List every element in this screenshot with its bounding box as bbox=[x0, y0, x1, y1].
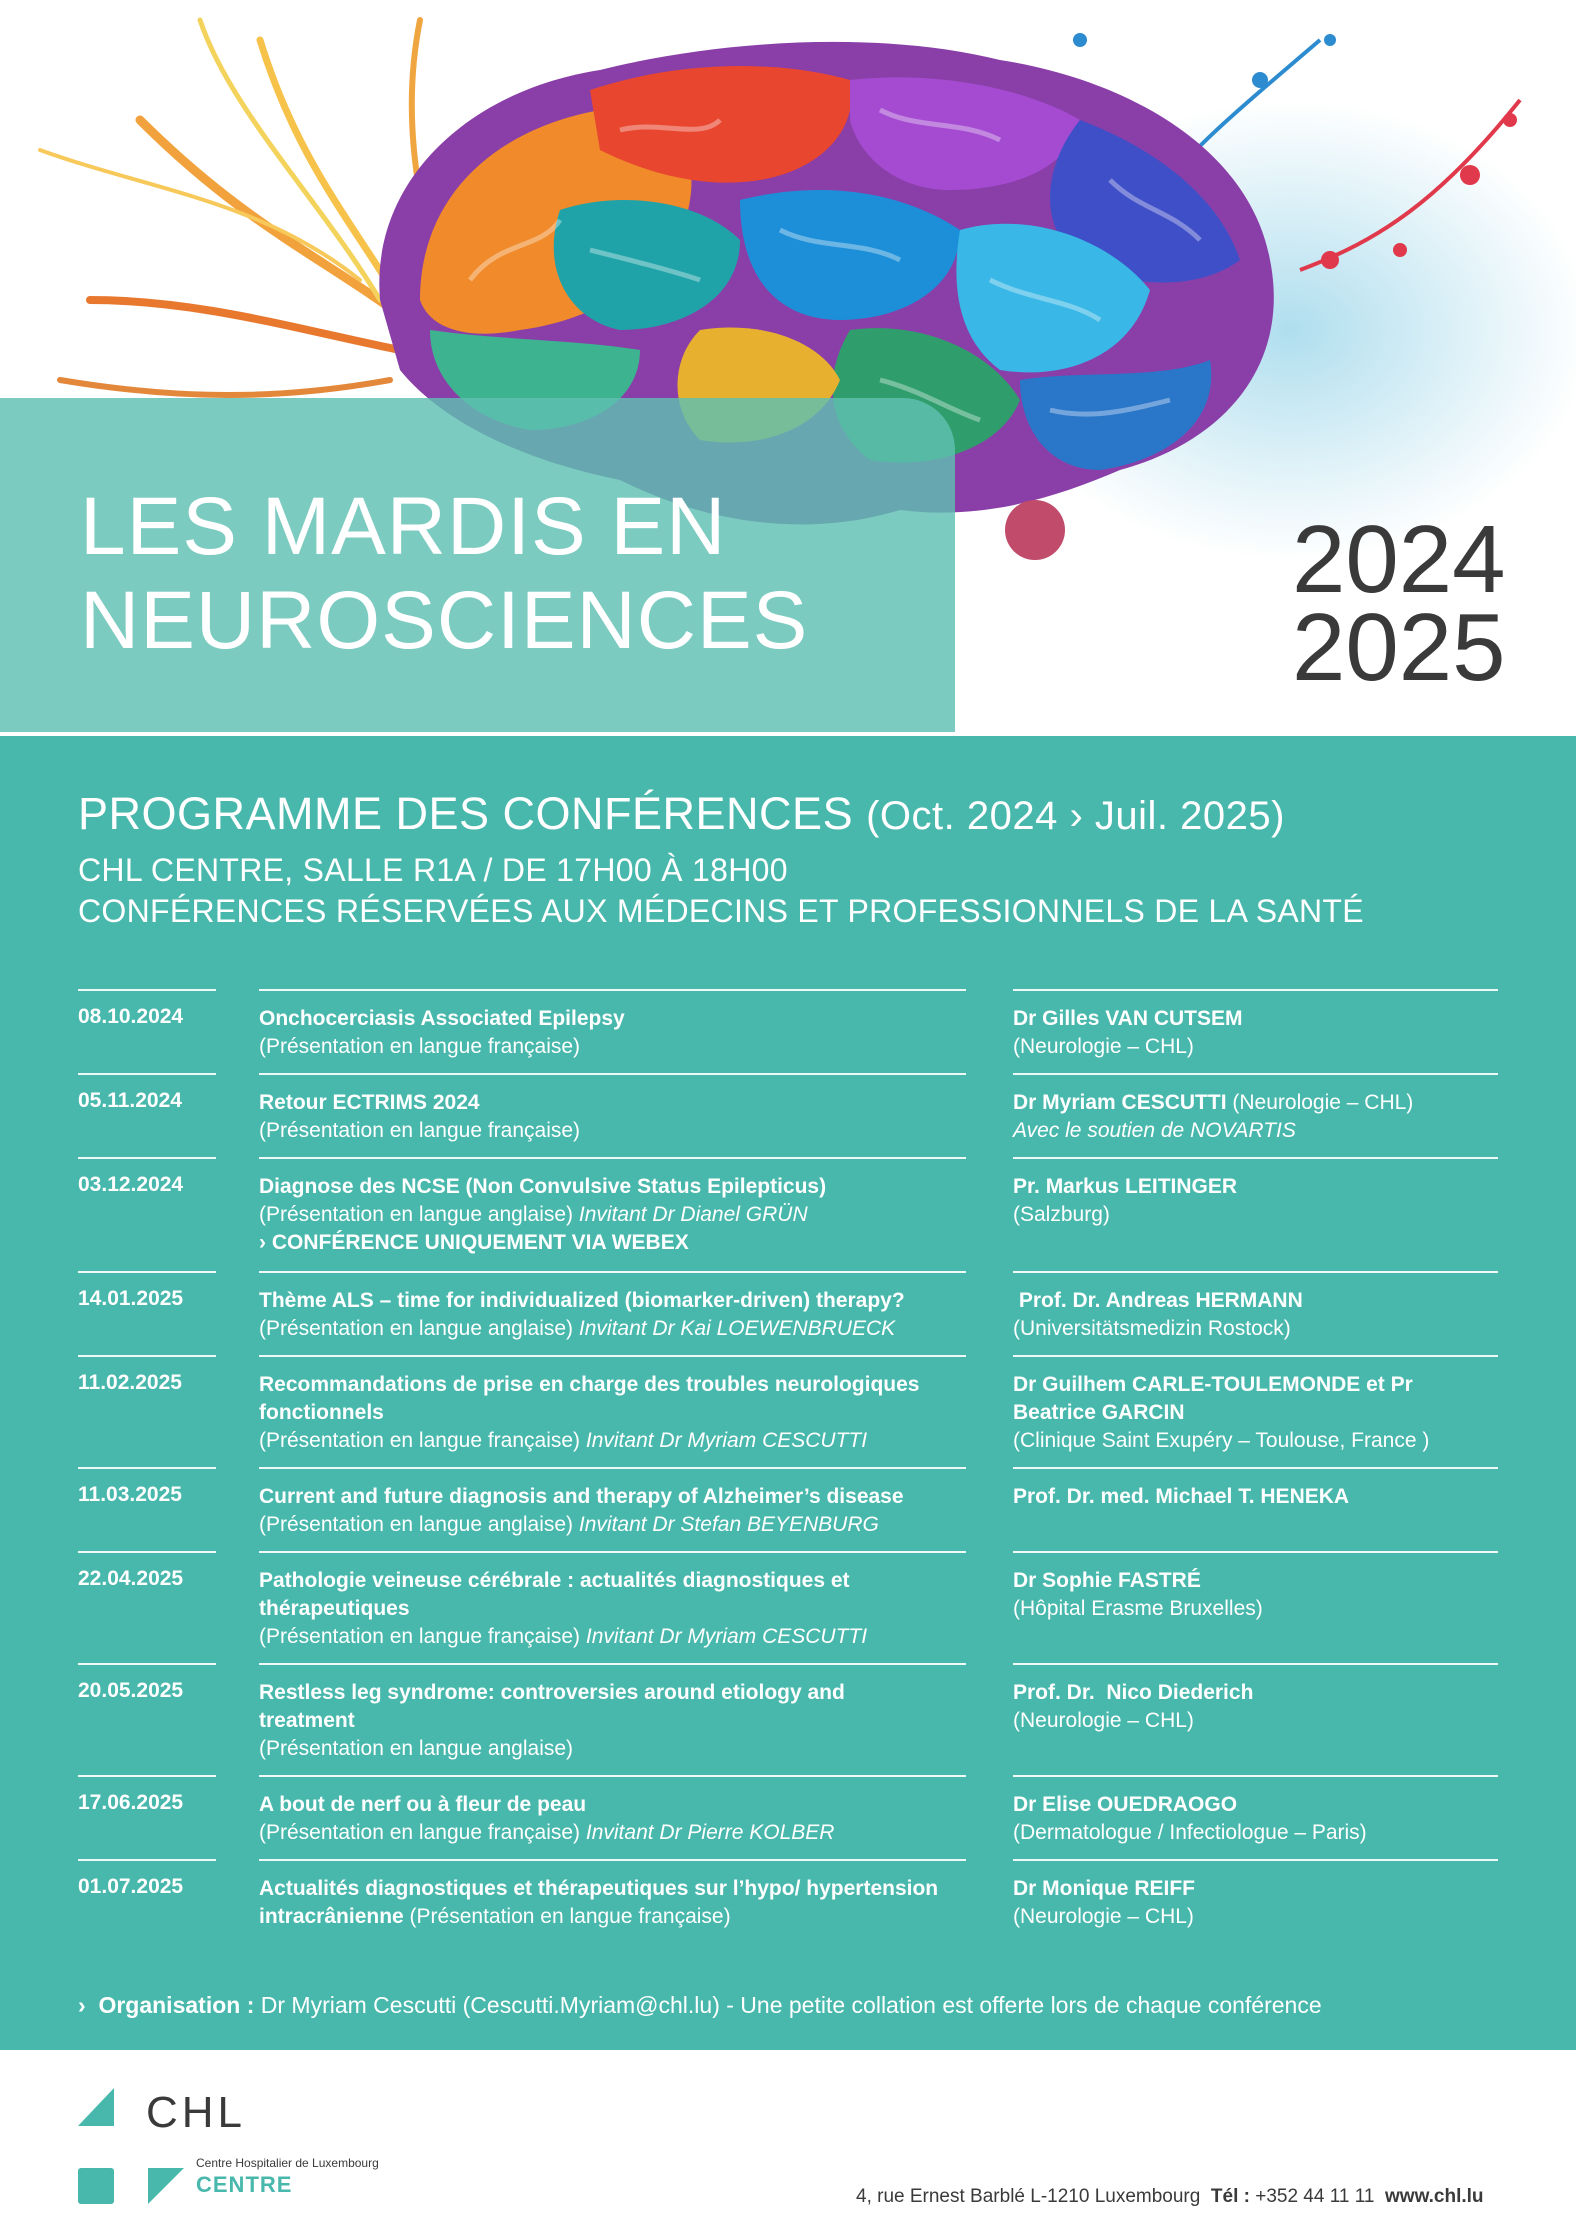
talk-title: Retour ECTRIMS 2024 bbox=[259, 1091, 480, 1114]
page-title-line2: NEUROSCIENCES bbox=[80, 575, 809, 666]
conference-speaker bbox=[1013, 1287, 1498, 1343]
conference-speaker bbox=[1013, 1173, 1498, 1229]
speaker-name: Dr Elise OUEDRAOGO bbox=[1013, 1793, 1238, 1816]
address-text: 4, rue Ernest Barblé L-1210 Luxembourg bbox=[856, 2186, 1201, 2207]
talk-title: Restless leg syndrome: controversies around etiology and treatment bbox=[259, 1681, 845, 1732]
conference-row bbox=[78, 1551, 1498, 1663]
year-end: 2025 bbox=[1292, 594, 1506, 701]
conference-talk bbox=[259, 1089, 994, 1145]
speaker-name: Pr. Markus LEITINGER bbox=[1013, 1175, 1238, 1198]
talk-title: A bout de nerf ou à fleur de peau bbox=[259, 1793, 587, 1816]
talk-title: Thème ALS – time for individualized (biomarker-driven) therapy? bbox=[259, 1289, 905, 1312]
talk-language: (Présentation en langue française) bbox=[259, 1035, 581, 1058]
speaker-sponsor: Avec le soutien de NOVARTIS bbox=[1013, 1119, 1296, 1142]
conference-speaker bbox=[1013, 1371, 1498, 1455]
conference-talk bbox=[259, 1567, 994, 1651]
conference-date: 17.06.2025 bbox=[78, 1791, 184, 1814]
speaker-name: Prof. Dr. Nico Diederich bbox=[1013, 1681, 1254, 1704]
conference-date: 20.05.2025 bbox=[78, 1679, 184, 1702]
talk-language: (Présentation en langue anglaise) bbox=[259, 1203, 574, 1226]
talk-language: (Présentation en langue française) bbox=[259, 1821, 581, 1844]
speaker-affiliation: (Salzburg) bbox=[1013, 1203, 1110, 1226]
talk-webex-note: › CONFÉRENCE UNIQUEMENT VIA WEBEX bbox=[259, 1231, 689, 1254]
conference-date: 01.07.2025 bbox=[78, 1875, 184, 1898]
organisation-bullet: › bbox=[78, 1992, 86, 2018]
conference-row bbox=[78, 1663, 1498, 1775]
organisation-note bbox=[78, 1992, 1322, 2019]
conference-date: 22.04.2025 bbox=[78, 1567, 184, 1590]
speaker-name: Dr Monique REIFF bbox=[1013, 1877, 1195, 1900]
contact-info bbox=[856, 2186, 1484, 2208]
speaker-name: Prof. Dr. med. Michael T. HENEKA bbox=[1013, 1485, 1350, 1508]
conference-date: 14.01.2025 bbox=[78, 1287, 184, 1310]
conference-list bbox=[78, 989, 1498, 1943]
title-panel bbox=[0, 398, 955, 732]
talk-title: Recommandations de prise en charge des troubles neurologiques fonctionnels bbox=[259, 1373, 920, 1424]
speaker-affiliation: (Neurologie – CHL) bbox=[1226, 1091, 1414, 1114]
program-title bbox=[78, 788, 1364, 840]
talk-language: (Présentation en langue anglaise) bbox=[259, 1317, 574, 1340]
talk-language: (Présentation en langue française) bbox=[259, 1625, 581, 1648]
conference-row bbox=[78, 1073, 1498, 1157]
speaker-name: Dr Guilhem CARLE-TOULEMONDE et Pr Beatrice GARCIN bbox=[1013, 1373, 1413, 1424]
year-start: 2024 bbox=[1292, 506, 1506, 613]
speaker-name: Prof. Dr. Andreas HERMANN bbox=[1013, 1289, 1303, 1312]
program-audience: CONFÉRENCES RÉSERVÉES AUX MÉDECINS ET PROFESSIONNELS DE LA SANTÉ bbox=[78, 893, 1364, 929]
talk-title: Diagnose des NCSE (Non Convulsive Status Epilepticus) bbox=[259, 1175, 827, 1198]
talk-invite: Invitant Dr Dianel GRÜN bbox=[578, 1203, 808, 1226]
conference-row bbox=[78, 989, 1498, 1073]
program-location: CHL CENTRE, SALLE R1A / DE 17H00 À 18H00 bbox=[78, 852, 788, 888]
speaker-affiliation: (Dermatologue / Infectiologue – Paris) bbox=[1013, 1821, 1367, 1844]
speaker-affiliation: (Clinique Saint Exupéry – Toulouse, France ) bbox=[1013, 1429, 1430, 1452]
conference-speaker bbox=[1013, 1679, 1498, 1735]
speaker-affiliation: (Neurologie – CHL) bbox=[1013, 1709, 1194, 1732]
conference-talk bbox=[259, 1371, 994, 1455]
hospital-site: CENTRE bbox=[196, 2172, 293, 2197]
talk-invite: Invitant Dr Myriam CESCUTTI bbox=[585, 1429, 868, 1452]
conference-row bbox=[78, 1355, 1498, 1467]
talk-title: Actualités diagnostiques et thérapeutiques sur l’hypo/ hypertension intracrânienne bbox=[259, 1877, 939, 1928]
talk-invite: Invitant Dr Stefan BEYENBURG bbox=[578, 1513, 879, 1536]
conference-talk bbox=[259, 1005, 994, 1061]
conference-date: 11.03.2025 bbox=[78, 1483, 182, 1506]
organisation-label: Organisation : bbox=[98, 1992, 255, 2018]
talk-invite: Invitant Dr Myriam CESCUTTI bbox=[585, 1625, 868, 1648]
speaker-affiliation: (Neurologie – CHL) bbox=[1013, 1905, 1194, 1928]
conference-speaker bbox=[1013, 1567, 1498, 1623]
conference-date: 05.11.2024 bbox=[78, 1089, 182, 1112]
conference-talk bbox=[259, 1483, 994, 1539]
talk-invite: Invitant Dr Kai LOEWENBRUECK bbox=[578, 1317, 896, 1340]
hospital-fullname: Centre Hospitalier de Luxembourg bbox=[196, 2156, 379, 2170]
conference-row bbox=[78, 1157, 1498, 1271]
speaker-affiliation: (Hôpital Erasme Bruxelles) bbox=[1013, 1597, 1263, 1620]
conference-talk bbox=[259, 1791, 994, 1847]
conference-speaker bbox=[1013, 1089, 1498, 1145]
footer bbox=[0, 2050, 1576, 2238]
conference-row bbox=[78, 1271, 1498, 1355]
tel-label: Tél : bbox=[1210, 2186, 1250, 2207]
program-section bbox=[0, 736, 1576, 2050]
speaker-affiliation: (Universitätsmedizin Rostock) bbox=[1013, 1317, 1291, 1340]
conference-row bbox=[78, 1775, 1498, 1859]
talk-language: (Présentation en langue française) bbox=[259, 1119, 581, 1142]
conference-date: 11.02.2025 bbox=[78, 1371, 182, 1394]
conference-speaker bbox=[1013, 1483, 1498, 1511]
conference-row bbox=[78, 1859, 1498, 1943]
speaker-affiliation: (Neurologie – CHL) bbox=[1013, 1035, 1194, 1058]
conference-date: 08.10.2024 bbox=[78, 1005, 184, 1028]
talk-language: (Présentation en langue française) bbox=[403, 1905, 731, 1928]
talk-language: (Présentation en langue anglaise) bbox=[259, 1737, 574, 1760]
talk-invite: Invitant Dr Pierre KOLBER bbox=[585, 1821, 835, 1844]
tel-number: +352 44 11 11 bbox=[1249, 2186, 1375, 2207]
conference-talk bbox=[259, 1679, 994, 1763]
organisation-text: Dr Myriam Cescutti (Cescutti.Myriam@chl.lu) - Une petite collation est offerte lors de chaque conférence bbox=[254, 1992, 1322, 2018]
program-header bbox=[78, 788, 1364, 930]
speaker-name: Dr Myriam CESCUTTI bbox=[1013, 1091, 1227, 1114]
conference-speaker bbox=[1013, 1875, 1498, 1931]
page-title-line1: LES MARDIS EN bbox=[80, 481, 727, 572]
talk-title: Pathologie veineuse cérébrale : actualités diagnostiques et thérapeutiques bbox=[259, 1569, 850, 1620]
program-title-text: PROGRAMME DES CONFÉRENCES bbox=[78, 788, 854, 839]
conference-date: 03.12.2024 bbox=[78, 1173, 184, 1196]
season-years bbox=[1292, 506, 1506, 701]
talk-title: Onchocerciasis Associated Epilepsy bbox=[259, 1007, 625, 1030]
conference-talk bbox=[259, 1875, 994, 1931]
talk-language: (Présentation en langue française) bbox=[259, 1429, 581, 1452]
program-period: (Oct. 2024 › Juil. 2025) bbox=[866, 794, 1285, 838]
hero-banner bbox=[0, 0, 1576, 736]
conference-talk bbox=[259, 1287, 994, 1343]
talk-title: Current and future diagnosis and therapy of Alzheimer’s disease bbox=[259, 1485, 904, 1508]
speaker-name: Dr Gilles VAN CUTSEM bbox=[1013, 1007, 1243, 1030]
conference-speaker bbox=[1013, 1791, 1498, 1847]
conference-row bbox=[78, 1467, 1498, 1551]
conference-talk bbox=[259, 1173, 994, 1257]
talk-language: (Présentation en langue anglaise) bbox=[259, 1513, 574, 1536]
chl-logo-text: CHL bbox=[146, 2088, 247, 2137]
conference-speaker bbox=[1013, 1005, 1498, 1061]
speaker-name: Dr Sophie FASTRÉ bbox=[1013, 1569, 1201, 1592]
website-link[interactable]: www.chl.lu bbox=[1385, 2186, 1484, 2207]
